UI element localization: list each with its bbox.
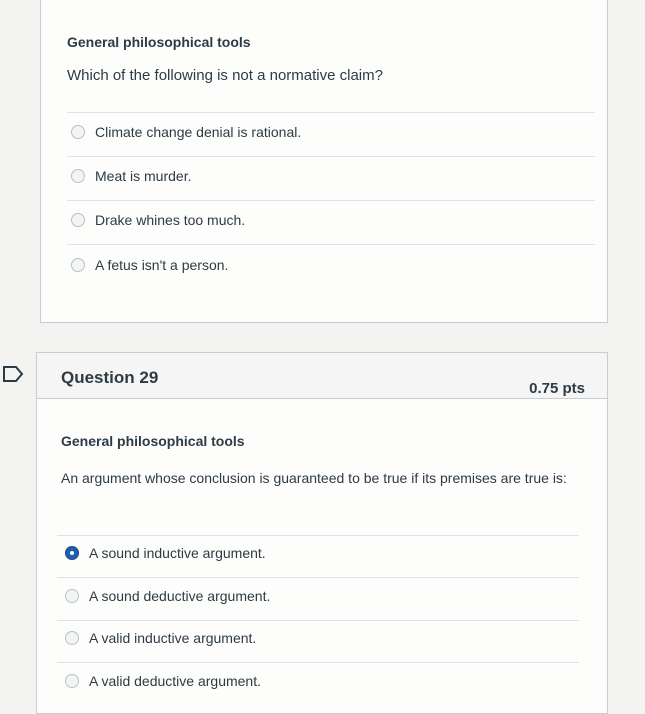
answer-label: A valid deductive argument. (89, 673, 261, 689)
answer-label: Meat is murder. (95, 168, 192, 184)
answer-label: Drake whines too much. (95, 212, 246, 228)
answer-divider (57, 577, 579, 578)
answer-label: Climate change denial is rational. (95, 124, 302, 140)
flag-question-icon[interactable] (0, 364, 26, 384)
question-text: Which of the following is not a normative claim? (67, 67, 383, 84)
answer-option-3[interactable] (65, 630, 256, 646)
answer-divider (57, 662, 579, 663)
previous-question-card (40, 0, 608, 323)
answer-divider (67, 112, 595, 113)
radio-button[interactable] (71, 125, 85, 139)
answer-option-2[interactable] (71, 168, 191, 184)
answer-option-1[interactable] (65, 545, 266, 561)
radio-button[interactable] (71, 258, 85, 272)
answer-option-1[interactable] (71, 124, 301, 140)
answer-divider (67, 200, 595, 201)
radio-button[interactable] (65, 674, 79, 688)
question-29-card (36, 352, 608, 714)
answer-label: A sound inductive argument. (89, 545, 266, 561)
answer-option-2[interactable] (65, 588, 270, 604)
radio-button[interactable] (71, 169, 85, 183)
answer-divider (57, 620, 579, 621)
question-section-title: General philosophical tools (61, 433, 245, 449)
radio-button[interactable] (71, 213, 85, 227)
question-title: Question 29 (61, 368, 159, 387)
question-header (37, 353, 607, 399)
question-text: An argument whose conclusion is guaranteed to be true if its premises are true is: (61, 470, 567, 486)
answer-label: A valid inductive argument. (89, 630, 257, 646)
radio-button-selected[interactable] (65, 546, 79, 560)
radio-button[interactable] (65, 631, 79, 645)
answer-label: A sound deductive argument. (89, 588, 271, 604)
answer-divider (57, 535, 579, 536)
question-points: 0.75 pts (529, 380, 585, 397)
question-section-title: General philosophical tools (67, 34, 251, 50)
answer-option-3[interactable] (71, 212, 245, 228)
answer-label: A fetus isn't a person. (95, 257, 229, 273)
radio-button[interactable] (65, 589, 79, 603)
answer-divider (67, 156, 595, 157)
answer-option-4[interactable] (65, 673, 261, 689)
answer-divider (67, 244, 595, 245)
answer-option-4[interactable] (71, 257, 228, 273)
